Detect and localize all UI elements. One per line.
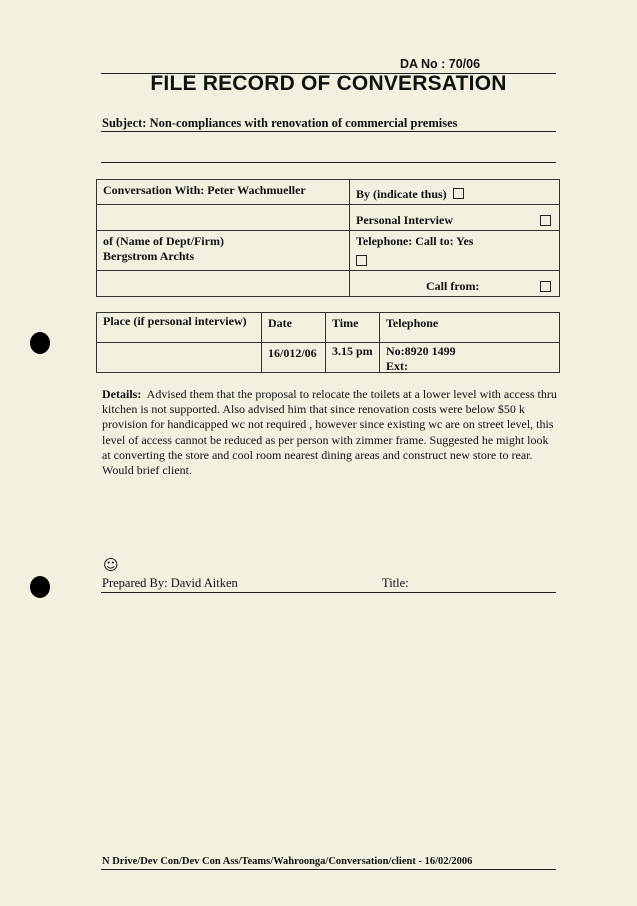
smiley-icon: ☺ [103,556,119,574]
blank-left-cell [96,204,350,231]
prepared-by: Prepared By: David Aitken [102,576,238,590]
personal-interview-cell [349,204,560,231]
blank-rule [101,162,556,163]
page-title: FILE RECORD OF CONVERSATION [150,72,507,95]
telephone-number: No:8920 1499 [386,344,456,358]
telephone-ext: Ext: [386,359,408,373]
subject-rule [101,131,556,132]
by-indicate-label: By (indicate thus) [356,187,447,201]
call-from-label: Call from: [426,279,480,293]
place-value [96,342,262,373]
subject-line: Subject: Non-compliances with renovation of commercial premises [102,116,458,130]
dept-value: Bergstrom Archts [103,249,195,263]
time-value: 3.15 pm [325,342,380,373]
telephone-call-to-label: Telephone: Call to: Yes [356,234,474,248]
signoff-rule [101,592,556,593]
footer-rule [101,869,556,870]
punch-hole-top [30,332,50,354]
date-value: 16/012/06 [261,342,326,373]
details-paragraph [102,387,557,478]
personal-interview-label: Personal Interview [356,213,453,227]
da-number: DA No : 70/06 [399,57,481,71]
details-label: Details: [102,387,142,401]
call-from-cell [349,270,560,297]
call-from-checkbox[interactable] [540,281,551,292]
telephone-header: Telephone [379,312,560,343]
by-indicate-cell [349,179,560,205]
footer-path: N Drive/Dev Con/Dev Con Ass/Teams/Wahroonga/Conversation/client - 16/02/2006 [102,856,473,867]
details-text: Advised them that the proposal to relocate the toilets at a lower level with access thru kitchen is not supported. Also advised him that since renovation costs were below $50 k provision for handicapped wc not required , however since existing wc are on street level, this level of access cannot be reduced as per person with zimmer frame. Suggested he might look at converting the store and cool room nearest dining areas and construct new store to rear. Would brief client. [102,387,557,478]
blank-left-cell-2 [96,270,350,297]
date-header: Date [261,312,326,343]
punch-hole-bottom [30,576,50,598]
by-indicate-checkbox[interactable] [453,188,464,199]
call-to-checkbox[interactable] [356,255,367,266]
place-header: Place (if personal interview) [96,312,262,343]
telephone-call-to-cell [349,230,560,271]
dept-label: of (Name of Dept/Firm) [103,234,224,248]
title-label: Title: [382,576,409,590]
conversation-with-label: Conversation With: Peter Wachmueller [103,183,306,197]
telephone-value [379,342,560,373]
time-header: Time [325,312,380,343]
personal-interview-checkbox[interactable] [540,215,551,226]
dept-cell [96,230,350,271]
conversation-with-cell [96,179,350,205]
